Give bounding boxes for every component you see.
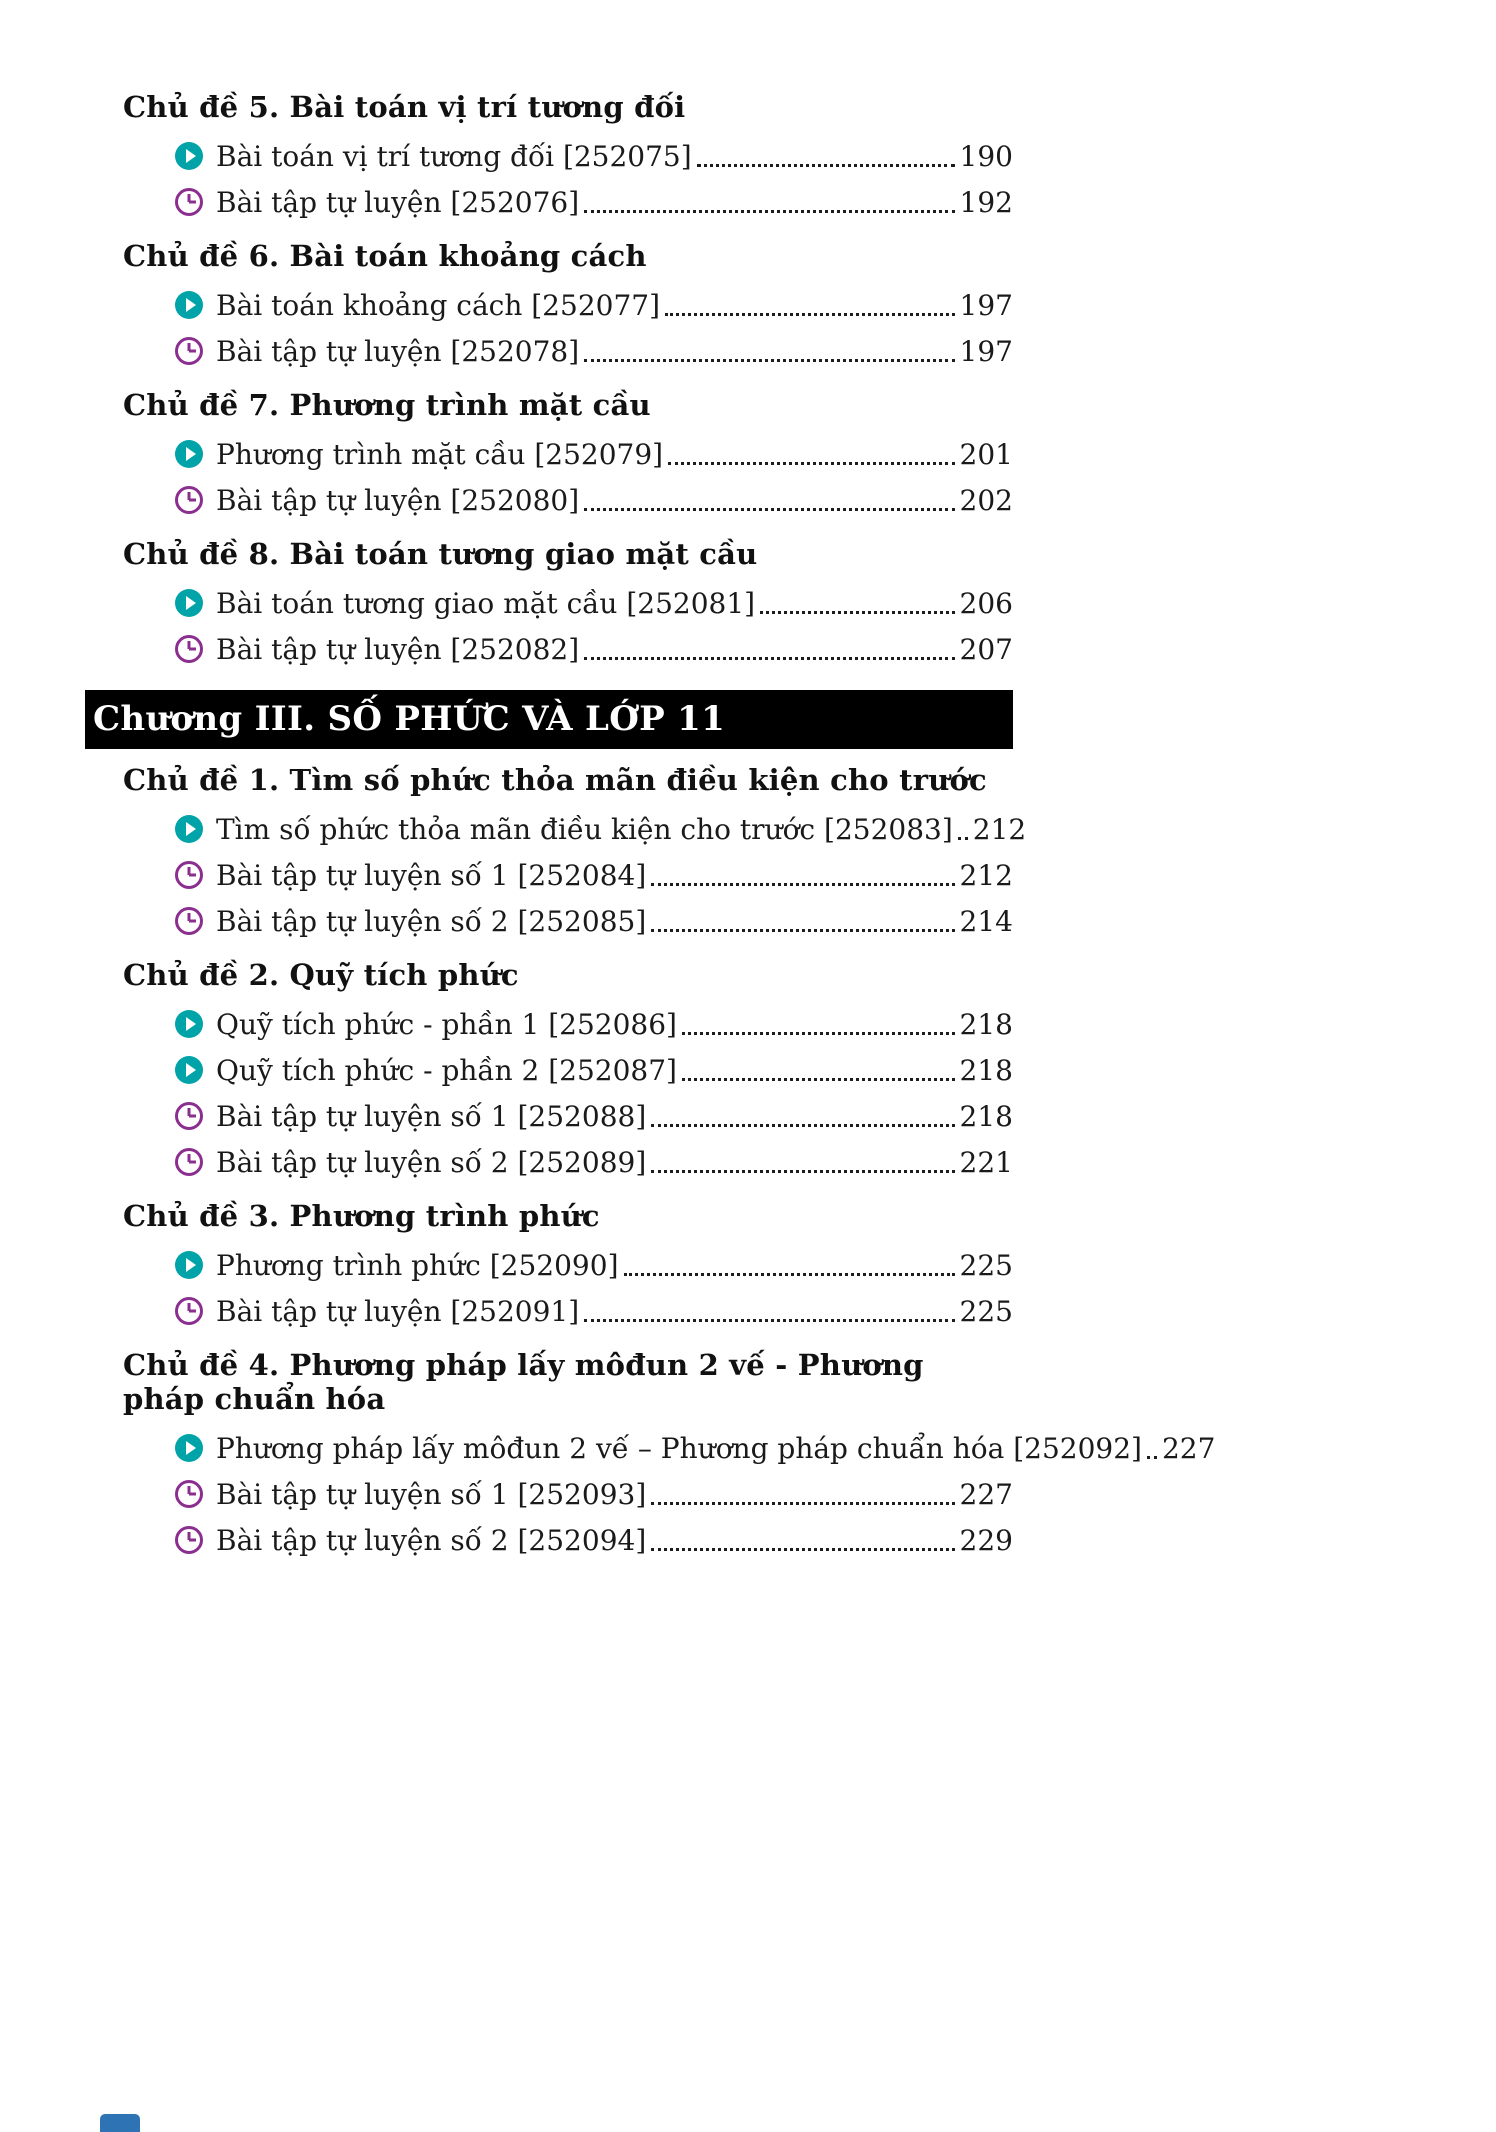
- topic-title: Chủ đề 1. Tìm số phức thỏa mãn điều kiện cho trước: [123, 763, 987, 797]
- clock-icon: [175, 337, 203, 365]
- play-icon: [175, 291, 203, 319]
- entry-label: Bài tập tự luyện [252091]: [216, 1294, 580, 1328]
- page-number: 207: [959, 632, 1013, 666]
- topic-section: [85, 537, 1013, 672]
- dot-leader: [682, 1078, 955, 1081]
- clock-icon: [175, 1297, 203, 1325]
- entry-label: Bài tập tự luyện số 2 [252094]: [216, 1523, 647, 1557]
- toc-entry: [175, 431, 1013, 477]
- topic-title: Chủ đề 7. Phương trình mặt cầu: [123, 388, 651, 422]
- topic-entries: [85, 431, 1013, 523]
- page-number: 225: [959, 1248, 1013, 1282]
- topic-title: Chủ đề 6. Bài toán khoảng cách: [123, 239, 647, 273]
- play-icon: [175, 1251, 203, 1279]
- dot-leader: [668, 462, 954, 465]
- clock-icon: [175, 861, 203, 889]
- topic-section: [85, 239, 1013, 374]
- topic-entries: [85, 282, 1013, 374]
- page-number: 218: [959, 1053, 1013, 1087]
- dot-leader: [651, 1170, 954, 1173]
- toc-entry: [175, 1001, 1013, 1047]
- play-icon: [175, 589, 203, 617]
- page-number: 218: [959, 1007, 1013, 1041]
- clock-icon: [175, 635, 203, 663]
- toc-entry: [175, 1425, 1216, 1471]
- clock-icon: [175, 1480, 203, 1508]
- topic-section: [85, 1348, 1216, 1563]
- dot-leader: [958, 837, 968, 840]
- footer-logo-partial: [100, 2114, 140, 2132]
- dot-leader: [651, 1502, 954, 1505]
- play-icon: [175, 440, 203, 468]
- play-icon: [175, 1056, 203, 1084]
- topic-entries: [85, 580, 1013, 672]
- clock-icon: [175, 907, 203, 935]
- toc: [85, 76, 1216, 1563]
- topic-entries: [85, 133, 1013, 225]
- dot-leader: [760, 611, 954, 614]
- toc-entry: [175, 328, 1013, 374]
- toc-entry: [175, 580, 1013, 626]
- dot-leader: [584, 508, 954, 511]
- page-number: 221: [959, 1145, 1013, 1179]
- dot-leader: [1147, 1456, 1157, 1459]
- toc-entry: [175, 179, 1013, 225]
- page-number: 227: [1161, 1431, 1216, 1465]
- entry-label: Quỹ tích phức - phần 2 [252087]: [216, 1053, 677, 1087]
- topic-title: Chủ đề 2. Quỹ tích phức: [123, 958, 519, 992]
- topic-entries: [85, 1001, 1013, 1185]
- entry-label: Phương trình phức [252090]: [216, 1248, 619, 1282]
- topic-title: Chủ đề 3. Phương trình phức: [123, 1199, 600, 1233]
- topic-entries: [85, 806, 1027, 944]
- page-number: 192: [959, 185, 1013, 219]
- clock-icon: [175, 1102, 203, 1130]
- page-number: 206: [959, 586, 1013, 620]
- entry-label: Bài toán tương giao mặt cầu [252081]: [216, 586, 756, 620]
- entry-label: Phương trình mặt cầu [252079]: [216, 437, 664, 471]
- entry-label: Bài tập tự luyện số 2 [252085]: [216, 904, 647, 938]
- toc-entry: [175, 282, 1013, 328]
- entry-label: Bài toán khoảng cách [252077]: [216, 288, 660, 322]
- topic-section: [85, 763, 1027, 944]
- play-icon: [175, 1010, 203, 1038]
- entry-label: Bài tập tự luyện số 1 [252093]: [216, 1477, 647, 1511]
- toc-entry: [175, 133, 1013, 179]
- dot-leader: [651, 883, 954, 886]
- clock-icon: [175, 486, 203, 514]
- topic-entries: [85, 1425, 1216, 1563]
- page-number: 197: [959, 288, 1013, 322]
- page-number: 214: [959, 904, 1013, 938]
- dot-leader: [584, 359, 954, 362]
- entry-label: Tìm số phức thỏa mãn điều kiện cho trước [252083]: [216, 812, 953, 846]
- page-number: 227: [959, 1477, 1013, 1511]
- play-icon: [175, 142, 203, 170]
- topic-title: Chủ đề 8. Bài toán tương giao mặt cầu: [123, 537, 758, 571]
- dot-leader: [651, 1548, 954, 1551]
- entry-label: Phương pháp lấy môđun 2 vế – Phương pháp chuẩn hóa [252092]: [216, 1431, 1142, 1465]
- entry-label: Bài tập tự luyện [252082]: [216, 632, 580, 666]
- entry-label: Bài tập tự luyện [252080]: [216, 483, 580, 517]
- page-number: 190: [959, 139, 1013, 173]
- dot-leader: [665, 313, 955, 316]
- toc-entry: [175, 626, 1013, 672]
- toc-entry: [175, 1093, 1013, 1139]
- page-number: 229: [959, 1523, 1013, 1557]
- dot-leader: [682, 1032, 955, 1035]
- clock-icon: [175, 1526, 203, 1554]
- chapter-banner: [85, 690, 1013, 749]
- toc-entry: [175, 898, 1013, 944]
- topic-title: Chủ đề 5. Bài toán vị trí tương đối: [123, 90, 686, 124]
- topic-section: [85, 958, 1013, 1185]
- play-icon: [175, 1434, 203, 1462]
- entry-label: Bài tập tự luyện [252078]: [216, 334, 580, 368]
- topic-section: [85, 388, 1013, 523]
- dot-leader: [584, 657, 954, 660]
- page-number: 212: [972, 812, 1027, 846]
- page-number: 225: [959, 1294, 1013, 1328]
- entry-label: Bài tập tự luyện số 2 [252089]: [216, 1145, 647, 1179]
- toc-entry: [175, 1517, 1013, 1563]
- toc-entry: [175, 1139, 1013, 1185]
- page-number: 212: [959, 858, 1013, 892]
- dot-leader: [624, 1273, 955, 1276]
- toc-entry: [175, 852, 1013, 898]
- toc-entry: [175, 1288, 1013, 1334]
- clock-icon: [175, 1148, 203, 1176]
- dot-leader: [584, 1319, 954, 1322]
- page-number: 218: [959, 1099, 1013, 1133]
- entry-label: Bài tập tự luyện số 1 [252088]: [216, 1099, 647, 1133]
- topic-section: [85, 1199, 1013, 1334]
- page-number: 202: [959, 483, 1013, 517]
- dot-leader: [651, 1124, 954, 1127]
- toc-entry: [175, 477, 1013, 523]
- dot-leader: [697, 164, 955, 167]
- toc-entry: [175, 1047, 1013, 1093]
- topic-entries: [85, 1242, 1013, 1334]
- play-icon: [175, 815, 203, 843]
- dot-leader: [584, 210, 954, 213]
- chapter-banner-title: Chương III. SỐ PHỨC VÀ LỚP 11: [93, 699, 726, 739]
- toc-entry: [175, 1242, 1013, 1288]
- topic-title: Chủ đề 4. Phương pháp lấy môđun 2 vế - Phương pháp chuẩn hóa: [123, 1348, 924, 1416]
- entry-label: Bài tập tự luyện [252076]: [216, 185, 580, 219]
- entry-label: Quỹ tích phức - phần 1 [252086]: [216, 1007, 677, 1041]
- toc-entry: [175, 1471, 1013, 1517]
- page-number: 201: [959, 437, 1013, 471]
- clock-icon: [175, 188, 203, 216]
- page-number: 197: [959, 334, 1013, 368]
- topic-section: [85, 90, 1013, 225]
- entry-label: Bài tập tự luyện số 1 [252084]: [216, 858, 647, 892]
- toc-entry: [175, 806, 1027, 852]
- entry-label: Bài toán vị trí tương đối [252075]: [216, 139, 692, 173]
- dot-leader: [651, 929, 954, 932]
